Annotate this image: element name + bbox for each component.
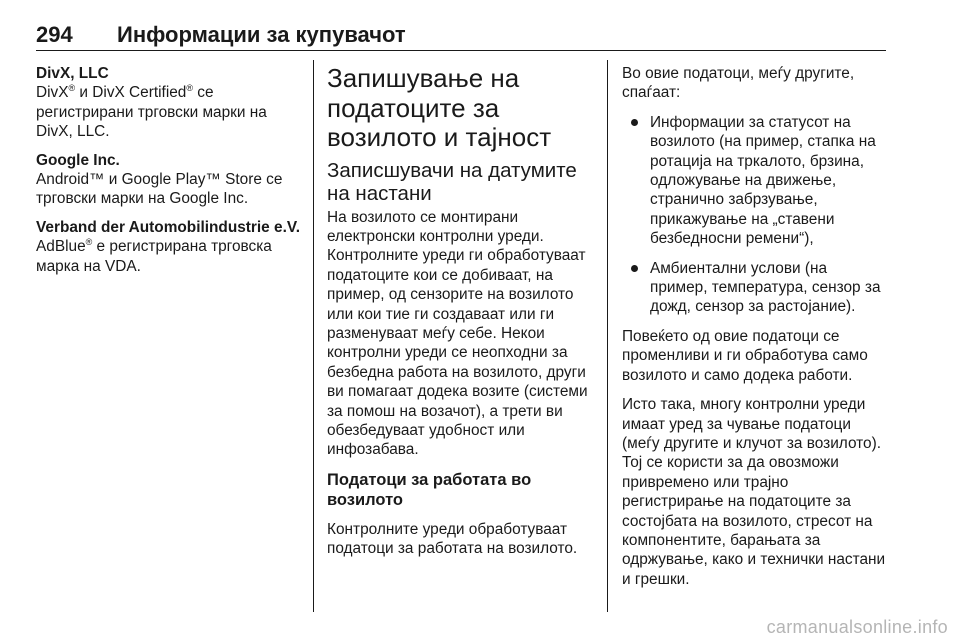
registered-mark: ® (186, 83, 194, 94)
paragraph: На возилото се монтирани електронски контролни уреди. Контролните уреди ги обработуваат податоците кои се добиваат, на пример, од сензорите на возилото или кои тие ги создаваат или ги разменуваат меѓу себе. Некои контролни уреди се неопходни за безбедна работа на возилото, други ви помагаат додека возите (системи за помош на возачот), а трети ви обезбедуваат удобност или инфозабава. (327, 208, 588, 459)
list-item (622, 259, 888, 317)
entry-text: и DivX Certified (75, 84, 187, 102)
entry-heading: Verband der Automobilindustrie e.V. (36, 218, 300, 236)
bullet-icon (631, 265, 638, 272)
column-divider-1 (313, 60, 314, 612)
page-number: 294 (36, 22, 73, 47)
registered-mark: ® (85, 237, 93, 248)
entry-heading: Google Inc. (36, 151, 120, 169)
paragraph: Исто така, многу контролни уреди имаат уред за чување податоци (меѓу другите и клучот за возилото). Тој се користи за да овозможи привремено или трајно регистрирање на податоците за состојбата на возилото, стресот на компонентите, барањата за одржување, како и технички настани и грешки. (622, 396, 886, 588)
registered-mark: ® (68, 83, 76, 94)
paragraph: Контролните уреди обработуваат податоци за работата на возилото. (327, 520, 578, 558)
section-heading: Запишување на податоците за возилото и тајност (327, 63, 552, 152)
trademark-entry-vda (36, 218, 300, 276)
bullet-icon (631, 119, 638, 126)
list-item (622, 113, 888, 249)
list-item-text: Амбиентални услови (на пример, температура, сензор за дожд, сензор за растојание). (650, 259, 881, 316)
entry-text: Android™ и Google Play™ Store се трговски марки на Google Inc. (36, 171, 283, 208)
column-divider-2 (607, 60, 608, 612)
bullet-list (622, 113, 888, 317)
trademark-entry-divx (36, 64, 300, 142)
entry-text: е регистрирана трговска марка на VDA. (36, 238, 272, 275)
page-title: Информации за купувачот (117, 22, 406, 47)
entry-heading: DivX, LLC (36, 65, 109, 82)
column-data-recording (327, 64, 595, 569)
column-data-details (622, 64, 888, 599)
paragraph: Повеќето од овие податоци се променливи и ги обработува само возилото и само додека работи. (622, 327, 868, 384)
entry-text: AdBlue (36, 238, 86, 256)
entry-text: DivX (36, 84, 69, 102)
page-header (36, 22, 886, 51)
watermark: carmanualsonline.info (766, 617, 948, 637)
minor-heading: Податоци за работата во возилото (327, 470, 532, 509)
subsection-heading: Записшувачи на датумите на настани (327, 158, 577, 205)
entry-text: се регистрирани трговски марки на DivX, LLC. (36, 84, 267, 141)
column-trademarks (36, 64, 300, 285)
paragraph: Во овие податоци, меѓу другите, спаѓаат: (622, 65, 855, 102)
trademark-entry-google (36, 151, 300, 209)
list-item-text: Информации за статусот на возилото (на пример, стапка на ротација на тркалото, брзина, одложување на движење, странично забрзување, прикажување на „ставени безбедносни ремени“), (650, 113, 876, 248)
